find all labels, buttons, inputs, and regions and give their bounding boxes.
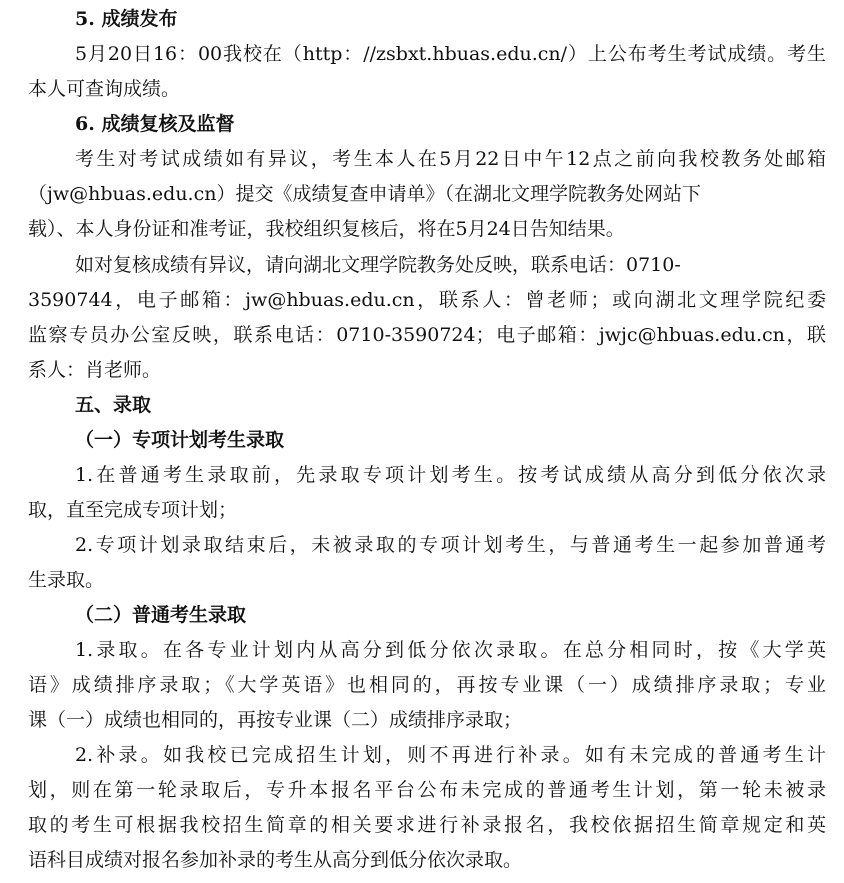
paragraph-line: 生录取。: [28, 569, 105, 591]
paragraph-line: 5月20日16：00我校在（http：//zsbxt.hbuas.edu.cn/）上公布考生考试成绩。考生: [75, 43, 826, 65]
paragraph-line: 载）、本人身份证和准考证，我校组织复核后，将在5月24日告知结果。: [28, 218, 625, 240]
paragraph-line: 监察专员办公室反映，联系电话：0710-3590724；电子邮箱：jwjc@hbuas.edu.cn，联: [28, 324, 826, 346]
subsection-heading-regular-admission: （二）普通考生录取: [75, 604, 247, 626]
paragraph-line: 语》成绩排序录取；《大学英语》也相同的，再按专业课（一）成绩排序录取；专业: [28, 674, 826, 696]
paragraph-line: 2.补录。如我校已完成招生计划，则不再进行补录。如有未完成的普通考生计: [75, 744, 826, 766]
paragraph-line: 划，则在第一轮录取后，专升本报名平台公布未完成的普通考生计划，第一轮未被录: [28, 779, 826, 801]
paragraph-line: 系人：肖老师。: [28, 359, 162, 381]
section-heading-admission: 五、录取: [75, 394, 152, 416]
paragraph-line: 取，直至完成专项计划；: [28, 499, 238, 521]
paragraph-line: 如对复核成绩有异议，请向湖北文理学院教务处反映，联系电话：0710-: [75, 254, 681, 276]
paragraph-line: 3590744，电子邮箱：jw@hbuas.edu.cn，联系人：曾老师；或向湖北文理学院纪委: [28, 289, 826, 311]
paragraph-line: （jw@hbuas.edu.cn）提交《成绩复查申请单》（在湖北文理学院教务处网站下: [28, 183, 701, 205]
paragraph-line: 本人可查询成绩。: [28, 78, 181, 100]
section-heading-review-supervision: 6. 成绩复核及监督: [75, 113, 235, 135]
paragraph-line: 考生对考试成绩如有异议，考生本人在5月22日中午12点之前向我校教务处邮箱: [75, 148, 826, 170]
paragraph-line: 语科目成绩对报名参加补录的考生从高分到低分依次录取。: [28, 849, 523, 871]
section-heading-results-release: 5. 成绩发布: [75, 8, 178, 30]
paragraph-line: 课（一）成绩也相同的，再按专业课（二）成绩排序录取；: [28, 709, 523, 731]
paragraph-line: 1.录取。在各专业计划内从高分到低分依次录取。在总分相同时，按《大学英: [75, 639, 826, 661]
paragraph-line: 取的考生可根据我校招生简章的相关要求进行补录报名，我校依据招生简章规定和英: [28, 814, 826, 836]
subsection-heading-special-plan: （一）专项计划考生录取: [75, 429, 285, 451]
paragraph-line: 2.专项计划录取结束后，未被录取的专项计划考生，与普通考生一起参加普通考: [75, 534, 826, 556]
paragraph-line: 1.在普通考生录取前，先录取专项计划考生。按考试成绩从高分到低分依次录: [75, 464, 826, 486]
